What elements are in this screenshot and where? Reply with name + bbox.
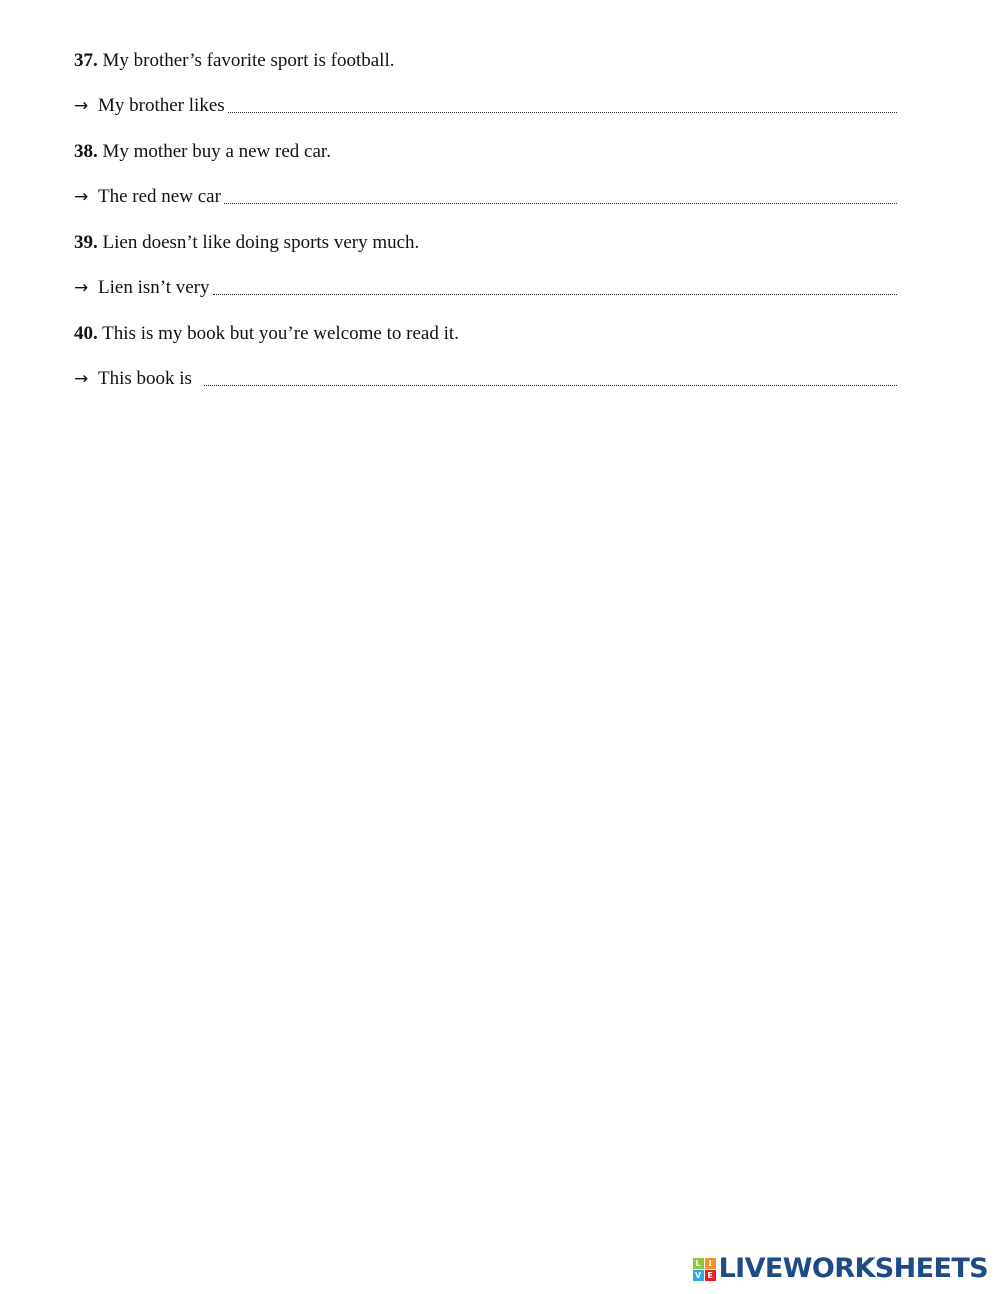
worksheet <box>74 28 897 410</box>
logo-tile: L <box>693 1258 704 1269</box>
exercise-item-38 <box>74 138 897 210</box>
logo-tile: E <box>705 1270 716 1281</box>
question-number: 37. <box>74 50 98 71</box>
exercise-item-37 <box>74 47 897 119</box>
question-text: My brother’s favorite sport is football. <box>102 50 395 71</box>
question-text: This is my book but you’re welcome to read it. <box>102 323 459 344</box>
question-text: Lien doesn’t like doing sports very much. <box>102 232 420 253</box>
answer-prompt: This book is <box>98 368 192 389</box>
arrow-right-icon: → <box>74 187 89 207</box>
answer-prompt: The red new car <box>98 186 221 207</box>
arrow-right-icon: → <box>74 278 89 298</box>
liveworksheets-brand <box>693 1255 988 1283</box>
liveworksheets-logo-icon <box>693 1258 716 1281</box>
answer-prompt: My brother likes <box>98 95 225 116</box>
answer-blank[interactable] <box>228 111 897 113</box>
exercise-item-39 <box>74 229 897 301</box>
answer-line <box>74 365 897 392</box>
question-number: 38. <box>74 141 98 162</box>
question-sentence <box>74 320 897 347</box>
question-sentence <box>74 138 897 165</box>
question-number: 40. <box>74 323 98 344</box>
question-number: 39. <box>74 232 98 253</box>
question-sentence <box>74 47 897 74</box>
brand-name: LIVEWORKSHEETS <box>718 1253 988 1284</box>
answer-prompt: Lien isn’t very <box>98 277 210 298</box>
logo-tile: V <box>693 1270 704 1281</box>
answer-line <box>74 274 897 301</box>
answer-blank[interactable] <box>224 202 897 204</box>
exercise-item-40 <box>74 320 897 392</box>
answer-line <box>74 92 897 119</box>
answer-line <box>74 183 897 210</box>
arrow-right-icon: → <box>74 96 89 116</box>
answer-blank[interactable] <box>204 384 897 386</box>
answer-blank[interactable] <box>213 293 897 295</box>
logo-tile: I <box>705 1258 716 1269</box>
arrow-right-icon: → <box>74 369 89 389</box>
question-sentence <box>74 229 897 256</box>
question-text: My mother buy a new red car. <box>102 141 331 162</box>
